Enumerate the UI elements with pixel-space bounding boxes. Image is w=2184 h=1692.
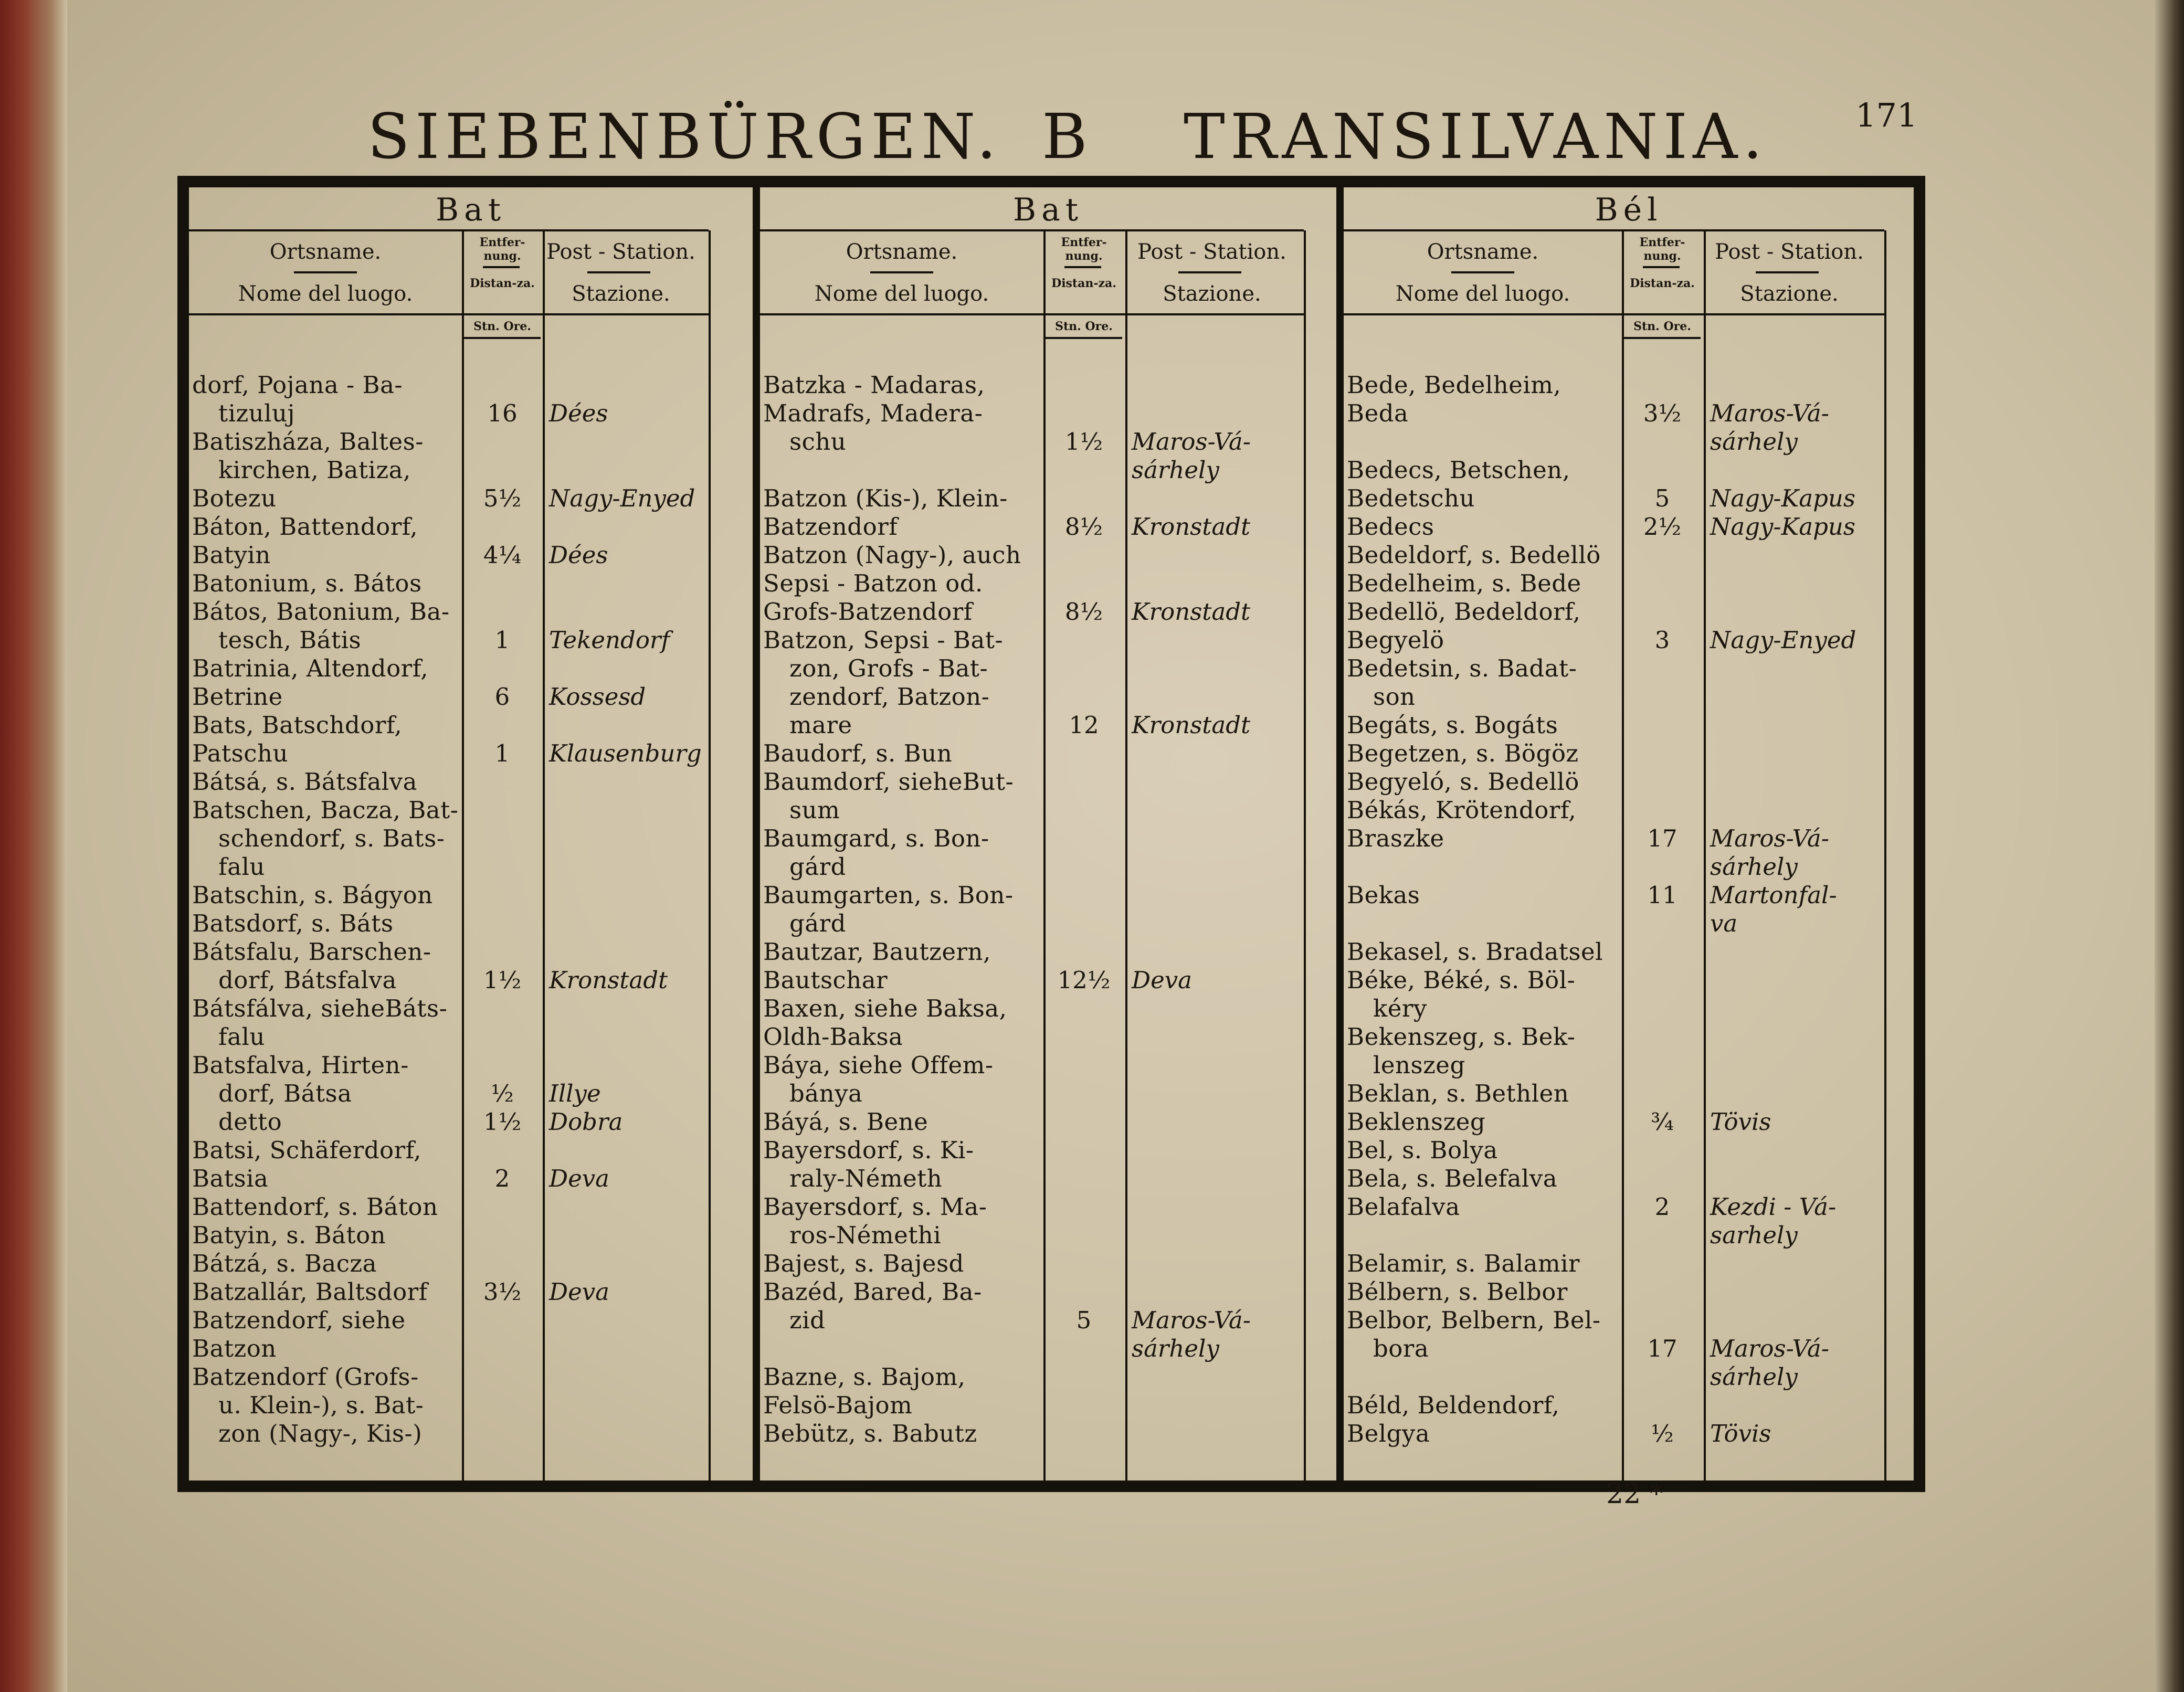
entry-name: Bedetschu: [1347, 484, 1475, 512]
header-stazione: Stazione.: [572, 282, 670, 306]
entry-name: sum: [789, 796, 840, 824]
group-title: Bél: [1595, 192, 1663, 228]
entry-station: Deva: [549, 1278, 609, 1306]
entry-name: Begyeló, s. Bedellö: [1347, 768, 1579, 796]
entry-name: Grofs-Batzendorf: [763, 598, 973, 626]
header-short-rule: [870, 271, 933, 273]
entry-station: Maros-Vá-: [1710, 824, 1829, 852]
entry-name: Bekasel, s. Bradatsel: [1347, 938, 1603, 966]
entry-station: Kronstadt: [549, 966, 668, 994]
entry-station: Deva: [1132, 966, 1192, 994]
entry-name: u. Klein-), s. Bat-: [218, 1391, 424, 1419]
entry-station: Kezdi - Vá-: [1710, 1193, 1837, 1221]
entry-distance: 3: [1654, 626, 1670, 654]
header-post-station: Post - Station.: [1715, 240, 1864, 264]
entry-name: gárd: [789, 910, 846, 937]
entry-name: Bedecs: [1347, 513, 1434, 541]
entry-name: Baumgarten, s. Bon-: [763, 881, 1014, 909]
header-stn-ore: Stn. Ore.: [1633, 320, 1691, 333]
group-separator: [1336, 187, 1344, 1480]
ore-rule: [1043, 337, 1122, 339]
entry-name: falu: [218, 853, 265, 881]
entry-name: Bátzá, s. Bacza: [192, 1250, 377, 1277]
entry-station: Nagy-Kapus: [1710, 513, 1855, 541]
entry-distance: 5: [1076, 1306, 1092, 1334]
entry-name: Batzendorf, siehe: [192, 1306, 406, 1334]
entry-name: Batyin: [192, 541, 271, 569]
entry-distance: 1½: [1064, 428, 1103, 456]
entry-name: Béke, Béké, s. Böl-: [1347, 966, 1576, 994]
entry-name: Bátsfálva, sieheBáts-: [192, 995, 448, 1022]
entry-station: Tövis: [1710, 1420, 1771, 1447]
header-short-rule: [1756, 271, 1819, 273]
entry-station: Maros-Vá-: [1710, 399, 1829, 427]
entry-distance: 1: [494, 626, 510, 654]
header-short-rule: [1064, 266, 1101, 268]
entry-name: Braszke: [1347, 824, 1444, 852]
entry-name: Bélbern, s. Belbor: [1347, 1278, 1568, 1306]
book-spine: [0, 0, 67, 1692]
ore-rule: [1622, 337, 1701, 339]
entry-name: Batzon: [192, 1335, 277, 1362]
entry-station: Dées: [549, 399, 608, 427]
header-ortsname: Ortsname.: [269, 240, 382, 264]
entry-name: zendorf, Batzon-: [789, 683, 990, 711]
entry-name: kéry: [1373, 995, 1427, 1022]
entry-name: Batsdorf, s. Báts: [192, 910, 394, 937]
entry-name: zid: [789, 1306, 826, 1334]
entry-distance: 17: [1647, 824, 1677, 852]
entry-name: Bedecs, Betschen,: [1347, 456, 1570, 484]
station-column-rule: [1125, 230, 1127, 1480]
entry-name: Bátsfalu, Barschen-: [192, 938, 431, 966]
entry-name: Bela, s. Belefalva: [1347, 1165, 1558, 1192]
entry-name: Batzon (Nagy-), auch: [763, 541, 1021, 569]
header-bottom-rule: [189, 313, 709, 315]
entry-name: Begyelö: [1347, 626, 1444, 654]
entry-name: schendorf, s. Bats-: [218, 824, 445, 852]
entry-name: mare: [789, 711, 852, 739]
entry-name: dorf, Bátsfalva: [218, 966, 397, 994]
entry-name: Báyá, s. Bene: [763, 1108, 929, 1136]
entry-distance: 6: [494, 683, 510, 711]
entry-station: Nagy-Kapus: [1710, 484, 1855, 512]
group-title-rule: [189, 229, 709, 231]
entry-station: Kronstadt: [1132, 711, 1251, 739]
entry-station: Maros-Vá-: [1710, 1335, 1829, 1362]
header-distanza: Distan-za.: [1630, 277, 1695, 290]
entry-distance: ½: [491, 1080, 514, 1107]
entry-distance: 12: [1069, 711, 1099, 739]
entry-name: detto: [218, 1108, 282, 1136]
column-group: [760, 187, 1336, 1480]
entry-distance: 2½: [1643, 513, 1682, 541]
header-entfernung: Entfer-nung.: [479, 236, 525, 263]
entry-name: Beda: [1347, 399, 1409, 427]
entry-name: bora: [1373, 1335, 1429, 1362]
entry-station: sárhely: [1132, 1335, 1219, 1362]
entry-distance: 5: [1654, 484, 1670, 512]
entry-name: Belamir, s. Balamir: [1347, 1250, 1580, 1277]
entry-name: Bekas: [1347, 881, 1420, 909]
entry-name: Batsfalva, Hirten-: [192, 1051, 409, 1079]
header-stn-ore: Stn. Ore.: [1055, 320, 1113, 333]
distance-column-rule: [1043, 230, 1046, 1480]
station-column-rule: [543, 230, 545, 1480]
entry-name: Madrafs, Madera-: [763, 399, 983, 427]
header-nome: Nome del luogo.: [238, 282, 413, 306]
header-post-station: Post - Station.: [546, 240, 695, 264]
entry-name: Béld, Beldendorf,: [1347, 1391, 1560, 1419]
page-edge: [2155, 0, 2184, 1692]
entry-station: Nagy-Enyed: [1710, 626, 1856, 654]
entry-name: Bautschar: [763, 966, 888, 994]
entry-name: Bede, Bedelheim,: [1347, 371, 1561, 399]
entry-name: Bajest, s. Bajesd: [763, 1250, 964, 1277]
entry-distance: 1½: [483, 966, 522, 994]
entry-name: Bátos, Batonium, Ba-: [192, 598, 450, 626]
header-bottom-rule: [760, 313, 1304, 315]
entry-distance: 8½: [1064, 513, 1103, 541]
entry-name: Bazne, s. Bajom,: [763, 1363, 966, 1391]
entry-distance: 16: [487, 399, 518, 427]
entry-station: sárhely: [1710, 853, 1798, 881]
entry-station: Kronstadt: [1132, 598, 1251, 626]
entry-name: Bedellö, Bedeldorf,: [1347, 598, 1581, 626]
entry-station: Tekendorf: [549, 626, 670, 654]
entry-station: Dées: [549, 541, 608, 569]
entry-name: Belbor, Belbern, Bel-: [1347, 1306, 1601, 1334]
entry-name: Bekenszeg, s. Bek-: [1347, 1023, 1576, 1051]
entry-name: Baudorf, s. Bun: [763, 739, 953, 767]
header-bottom-rule: [1344, 313, 1884, 315]
entry-name: lenszeg: [1373, 1051, 1465, 1079]
entry-station: Maros-Vá-: [1132, 428, 1251, 456]
entry-name: falu: [218, 1023, 265, 1051]
header-short-rule: [294, 271, 357, 273]
entry-name: Báton, Battendorf,: [192, 513, 418, 541]
entry-distance: ½: [1651, 1420, 1674, 1447]
header-short-rule: [587, 271, 650, 273]
title-letter: B: [1042, 100, 1093, 173]
entry-distance: 2: [494, 1165, 510, 1192]
entry-station: va: [1710, 910, 1738, 937]
entry-distance: 1: [494, 739, 510, 767]
entry-name: Békás, Krötendorf,: [1347, 796, 1577, 824]
entry-name: Batzendorf (Grofs-: [192, 1363, 419, 1391]
entry-name: Bedelheim, s. Bede: [1347, 569, 1581, 597]
entry-name: Bayersdorf, s. Ki-: [763, 1136, 974, 1164]
entry-name: Batzon (Kis-), Klein-: [763, 484, 1008, 512]
entry-name: ros-Némethi: [789, 1221, 942, 1249]
entry-name: kirchen, Batiza,: [218, 456, 411, 484]
entry-name: Batzka - Madaras,: [763, 371, 985, 399]
entry-name: Bats, Batschdorf,: [192, 711, 403, 739]
entry-name: Bedetsin, s. Badat-: [1347, 654, 1577, 682]
header-post-station: Post - Station.: [1137, 240, 1286, 264]
entry-name: Patschu: [192, 739, 288, 767]
header-short-rule: [1178, 271, 1241, 273]
group-title-rule: [760, 229, 1304, 231]
group-separator: [753, 187, 760, 1480]
group-title: Bat: [1013, 192, 1083, 228]
entry-name: Bedeldorf, s. Bedellö: [1347, 541, 1601, 569]
entry-station: Kossesd: [549, 683, 646, 711]
entry-name: dorf, Bátsa: [218, 1080, 352, 1107]
entry-name: tizuluj: [218, 399, 295, 427]
entry-name: Felsö-Bajom: [763, 1391, 913, 1419]
printer-signature: 22 *: [1606, 1478, 1663, 1510]
entry-station: Martonfal-: [1710, 881, 1837, 909]
entry-distance: 12½: [1057, 966, 1111, 994]
header-nome: Nome del luogo.: [1395, 282, 1570, 306]
entry-distance: 17: [1647, 1335, 1677, 1362]
entry-station: Maros-Vá-: [1132, 1306, 1251, 1334]
page-number: 171: [1855, 96, 1918, 134]
column-group: [1344, 187, 1914, 1480]
entry-name: Baumgard, s. Bon-: [763, 824, 989, 852]
entry-distance: 4¼: [483, 541, 522, 569]
group-title: Bat: [436, 192, 506, 228]
header-ortsname: Ortsname.: [1427, 240, 1539, 264]
entry-name: Sepsi - Batzon od.: [763, 569, 983, 597]
title-german: SIEBENBÜRGEN.: [367, 100, 1002, 173]
entry-name: Bayersdorf, s. Ma-: [763, 1193, 987, 1221]
header-stn-ore: Stn. Ore.: [473, 320, 531, 333]
entry-name: Beklenszeg: [1347, 1108, 1486, 1136]
entry-name: Bel, s. Bolya: [1347, 1136, 1498, 1164]
entry-station: sarhely: [1710, 1221, 1798, 1249]
entry-name: Beklan, s. Bethlen: [1347, 1080, 1569, 1107]
entry-station: Nagy-Enyed: [549, 484, 695, 512]
entry-name: tesch, Bátis: [218, 626, 362, 654]
right-column-rule: [709, 230, 711, 1480]
entry-name: Bazéd, Bared, Ba-: [763, 1278, 982, 1306]
entry-name: Begáts, s. Bogáts: [1347, 711, 1558, 739]
entry-station: Kronstadt: [1132, 513, 1251, 541]
entry-name: Batsi, Schäferdorf,: [192, 1136, 421, 1164]
entry-station: Tövis: [1710, 1108, 1771, 1136]
header-entfernung: Entfer-nung.: [1061, 236, 1107, 263]
header-short-rule: [483, 266, 520, 268]
header-stazione: Stazione.: [1163, 282, 1261, 306]
entry-name: zon, Grofs - Bat-: [789, 654, 988, 682]
entry-distance: 3½: [483, 1278, 522, 1306]
header-distanza: Distan-za.: [1051, 277, 1116, 290]
header-short-rule: [1643, 266, 1680, 268]
ore-rule: [462, 337, 541, 339]
entry-station: Dobra: [549, 1108, 623, 1136]
entry-name: Battendorf, s. Báton: [192, 1193, 438, 1221]
entry-name: Oldh-Baksa: [763, 1023, 903, 1051]
entry-name: Batiszháza, Baltes-: [192, 428, 424, 456]
entry-distance: 11: [1647, 881, 1677, 909]
entry-name: son: [1373, 683, 1416, 711]
entry-distance: 8½: [1064, 598, 1103, 626]
entry-name: Bautzar, Bautzern,: [763, 938, 991, 966]
entry-name: Botezu: [192, 484, 277, 512]
entry-name: Bebütz, s. Babutz: [763, 1420, 977, 1447]
entry-distance: 1½: [483, 1108, 522, 1136]
entry-name: Begetzen, s. Bögöz: [1347, 739, 1579, 767]
entry-name: bánya: [789, 1080, 863, 1107]
entry-name: zon (Nagy-, Kis-): [218, 1420, 423, 1447]
page-title: [367, 89, 1837, 184]
entry-name: Batsia: [192, 1165, 269, 1192]
entry-name: schu: [789, 428, 847, 456]
header-nome: Nome del luogo.: [814, 282, 989, 306]
entry-station: Deva: [549, 1165, 609, 1192]
station-column-rule: [1704, 230, 1706, 1480]
entry-name: Batzendorf: [763, 513, 898, 541]
entry-name: Baumdorf, sieheBut-: [763, 768, 1014, 796]
header-stazione: Stazione.: [1740, 282, 1839, 306]
header-entfernung: Entfer-nung.: [1639, 236, 1685, 263]
entry-name: Batonium, s. Bátos: [192, 569, 422, 597]
title-italian: TRANSILVANIA.: [1184, 100, 1768, 173]
entry-distance: 3½: [1643, 399, 1682, 427]
entry-station: sárhely: [1710, 428, 1798, 456]
column-group: [189, 187, 753, 1480]
entry-distance: ¾: [1651, 1108, 1674, 1136]
entry-name: Báya, siehe Offem-: [763, 1051, 994, 1079]
entry-name: Batschin, s. Bágyon: [192, 881, 433, 909]
entry-station: Illye: [549, 1080, 601, 1107]
entry-name: Batyin, s. Báton: [192, 1221, 386, 1249]
header-short-rule: [1451, 271, 1514, 273]
entry-station: Klausenburg: [549, 739, 702, 767]
group-title-rule: [1344, 229, 1884, 231]
entry-name: Batzallár, Baltsdorf: [192, 1278, 428, 1306]
entry-name: gárd: [789, 853, 846, 881]
header-ortsname: Ortsname.: [846, 240, 958, 264]
entry-name: dorf, Pojana - Ba-: [192, 371, 403, 399]
entry-name: raly-Németh: [789, 1165, 943, 1192]
entry-name: Baxen, siehe Baksa,: [763, 995, 1007, 1022]
entry-name: Belafalva: [1347, 1193, 1460, 1221]
entry-station: sárhely: [1132, 456, 1219, 484]
entry-name: Batrinia, Altendorf,: [192, 654, 429, 682]
entry-name: Bátsá, s. Bátsfalva: [192, 768, 417, 796]
entry-station: sárhely: [1710, 1363, 1798, 1391]
entry-name: Batzon, Sepsi - Bat-: [763, 626, 1004, 654]
entry-distance: 5½: [483, 484, 522, 512]
right-column-rule: [1304, 230, 1306, 1480]
entry-name: Belgya: [1347, 1420, 1430, 1447]
header-distanza: Distan-za.: [470, 277, 535, 290]
entry-distance: 2: [1654, 1193, 1670, 1221]
right-column-rule: [1884, 230, 1886, 1480]
entry-name: Batschen, Bacza, Bat-: [192, 796, 459, 824]
entry-name: Betrine: [192, 683, 283, 711]
